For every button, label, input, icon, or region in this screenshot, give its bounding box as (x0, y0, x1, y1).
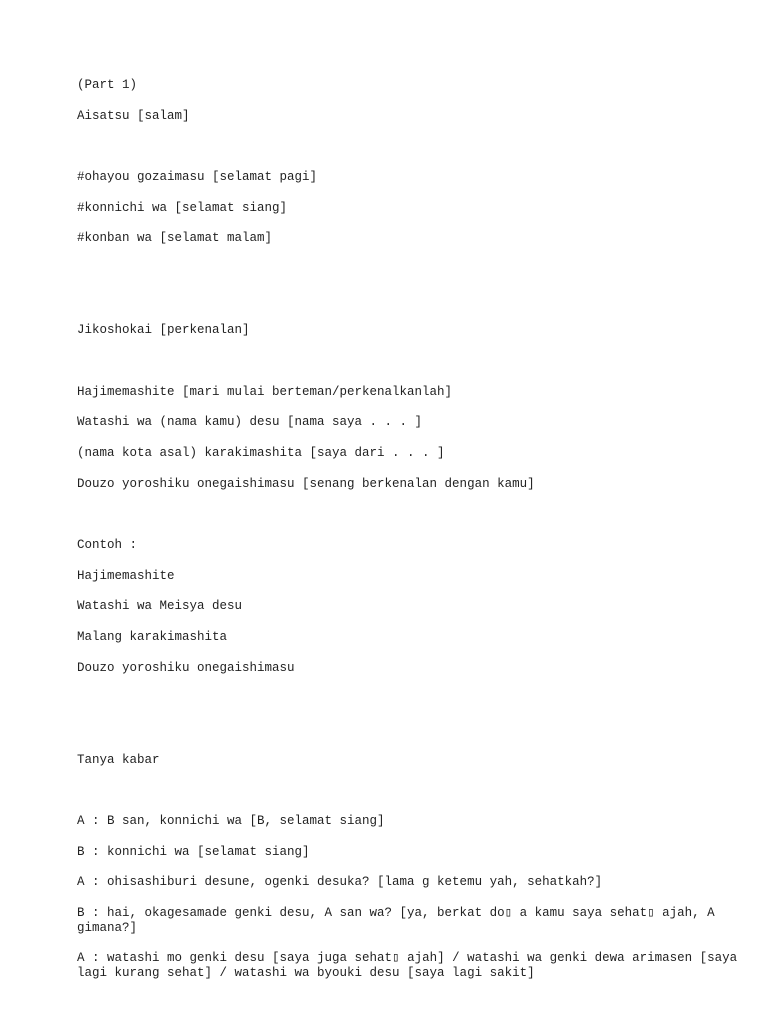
intro-line-2: Watashi wa (nama kamu) desu [nama saya . . . ] (77, 415, 423, 429)
example-line-3: Malang karakimashita (77, 630, 228, 644)
section-title-jikoshokai: Jikoshokai [perkenalan] (77, 323, 250, 337)
dialog-line-4: B : hai, okagesamade genki desu, A san wa? [ya, berkat do▯ a kamu saya sehat▯ ajah, A gimana?] (77, 906, 723, 935)
section-title-aisatsu: Aisatsu [salam] (77, 109, 190, 123)
intro-line-3: (nama kota asal) karakimashita [saya dari . . . ] (77, 446, 445, 460)
part-heading: (Part 1) (77, 78, 138, 92)
greeting-morning: #ohayou gozaimasu [selamat pagi] (77, 170, 318, 184)
example-line-1: Hajimemashite (77, 569, 175, 583)
dialog-line-1: A : B san, konnichi wa [B, selamat siang] (77, 814, 385, 828)
intro-line-4: Douzo yoroshiku onegaishimasu [senang berkenalan dengan kamu] (77, 477, 535, 491)
section-title-tanya-kabar: Tanya kabar (77, 753, 160, 767)
example-line-2: Watashi wa Meisya desu (77, 599, 243, 613)
greeting-evening: #konban wa [selamat malam] (77, 231, 273, 245)
dialog-line-3: A : ohisashiburi desune, ogenki desuka? [lama g ketemu yah, sehatkah?] (77, 875, 603, 889)
dialog-line-2: B : konnichi wa [selamat siang] (77, 845, 310, 859)
greeting-afternoon: #konnichi wa [selamat siang] (77, 201, 288, 215)
dialog-line-5: A : watashi mo genki desu [saya juga sehat▯ ajah] / watashi wa genki dewa arimasen [saya lagi kurang sehat] / watashi wa byouki desu [saya lagi sakit] (77, 951, 745, 980)
example-line-4: Douzo yoroshiku onegaishimasu (77, 661, 295, 675)
example-label: Contoh : (77, 538, 138, 552)
intro-line-1: Hajimemashite [mari mulai berteman/perkenalkanlah] (77, 385, 453, 399)
